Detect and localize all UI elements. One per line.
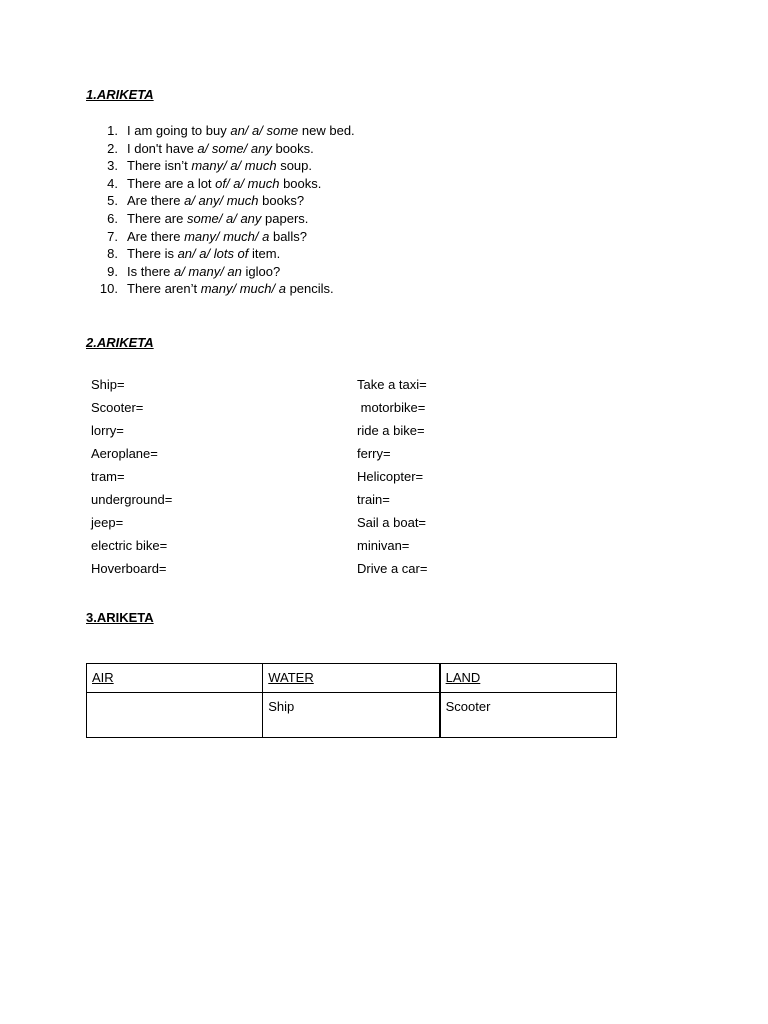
vocab-item: Helicopter= [357, 469, 424, 484]
vocab-item: Hoverboard= [91, 561, 167, 576]
list-item [86, 175, 486, 193]
item-options: many/ a/ much [191, 158, 277, 174]
item-text: There isn’t [127, 158, 192, 174]
item-text-end: pencils. [285, 281, 334, 297]
vocab-item: minivan= [357, 538, 410, 553]
header-land: LAND [440, 664, 617, 693]
item-text: I don't have [127, 140, 198, 156]
vocab-item: Sail a boat= [357, 515, 427, 530]
section-2-title: 2.ARIKETA [86, 335, 154, 350]
list-item [86, 140, 486, 158]
item-text-end: balls? [269, 228, 307, 244]
vocab-item: motorbike= [357, 400, 426, 415]
item-options: some/ a/ any [186, 210, 262, 226]
vocab-item: Ship= [91, 377, 125, 392]
item-options: many/ much/ a [200, 281, 286, 297]
item-text: There are [127, 210, 187, 226]
item-number: 4. [107, 175, 118, 191]
item-options: a/ any/ much [184, 193, 259, 209]
item-options: a/ some/ any [197, 140, 272, 156]
item-options: a/ many/ an [173, 263, 242, 279]
list-item [86, 122, 486, 140]
vocab-item: Scooter= [91, 400, 144, 415]
item-options: of/ a/ much [215, 175, 280, 191]
item-number: 3. [107, 158, 118, 174]
item-text: Are there [127, 228, 185, 244]
vocab-item: electric bike= [91, 538, 168, 553]
item-number: 9. [107, 263, 118, 279]
vocab-item: Drive a car= [357, 561, 428, 576]
list-item [86, 157, 486, 175]
vocab-left-column [91, 377, 291, 584]
item-number: 5. [107, 193, 118, 209]
header-air: AIR [87, 664, 263, 693]
list-item [86, 192, 486, 210]
vocab-item: train= [357, 492, 390, 507]
vocab-right-column [357, 377, 557, 584]
vocab-item: underground= [91, 492, 173, 507]
table-header-row [87, 664, 617, 693]
item-text-end: books. [271, 140, 314, 156]
vocab-item: jeep= [91, 515, 124, 530]
item-text-end: new bed. [298, 123, 355, 138]
item-text-end: soup. [276, 158, 312, 174]
list-item [86, 245, 486, 263]
cell-land[interactable]: Scooter [440, 693, 617, 738]
item-text: There aren’t [127, 281, 201, 297]
header-water: WATER [263, 664, 440, 693]
item-number: 7. [107, 228, 118, 244]
list-item [86, 263, 486, 281]
list-item [86, 280, 486, 298]
item-options: an/ a/ some [230, 123, 299, 138]
item-options: an/ a/ lots of [177, 246, 249, 262]
item-number: 2. [107, 140, 118, 156]
item-text-end: item. [248, 246, 281, 262]
list-item [86, 228, 486, 246]
section-3-title: 3.ARIKETA [86, 610, 154, 625]
vocab-item: Aeroplane= [91, 446, 158, 461]
category-table [86, 663, 617, 738]
cell-air[interactable] [87, 693, 263, 738]
vocab-item: Take a taxi= [357, 377, 427, 392]
list-item [86, 210, 486, 228]
item-text-end: books. [279, 175, 322, 191]
table-row [87, 693, 617, 738]
item-text-end: books? [258, 193, 305, 209]
item-text: I am going to buy [127, 123, 231, 138]
item-text: Are there [127, 193, 185, 209]
item-text-end: papers. [261, 210, 309, 226]
item-number: 1. [107, 123, 118, 138]
item-number: 8. [107, 246, 118, 262]
item-text: There are a lot [127, 175, 216, 191]
vocab-item: ride a bike= [357, 423, 425, 438]
item-text-end: igloo? [241, 263, 281, 279]
item-text: There is [127, 246, 178, 262]
item-number: 6. [107, 210, 118, 226]
exercise-1-list [86, 122, 486, 298]
item-options: many/ much/ a [184, 228, 270, 244]
cell-water[interactable]: Ship [263, 693, 440, 738]
vocab-item: tram= [91, 469, 125, 484]
item-number: 10. [99, 281, 118, 297]
section-1-title: 1.ARIKETA [86, 87, 154, 102]
vocab-item: lorry= [91, 423, 124, 438]
item-text: Is there [127, 263, 174, 279]
vocab-item: ferry= [357, 446, 391, 461]
